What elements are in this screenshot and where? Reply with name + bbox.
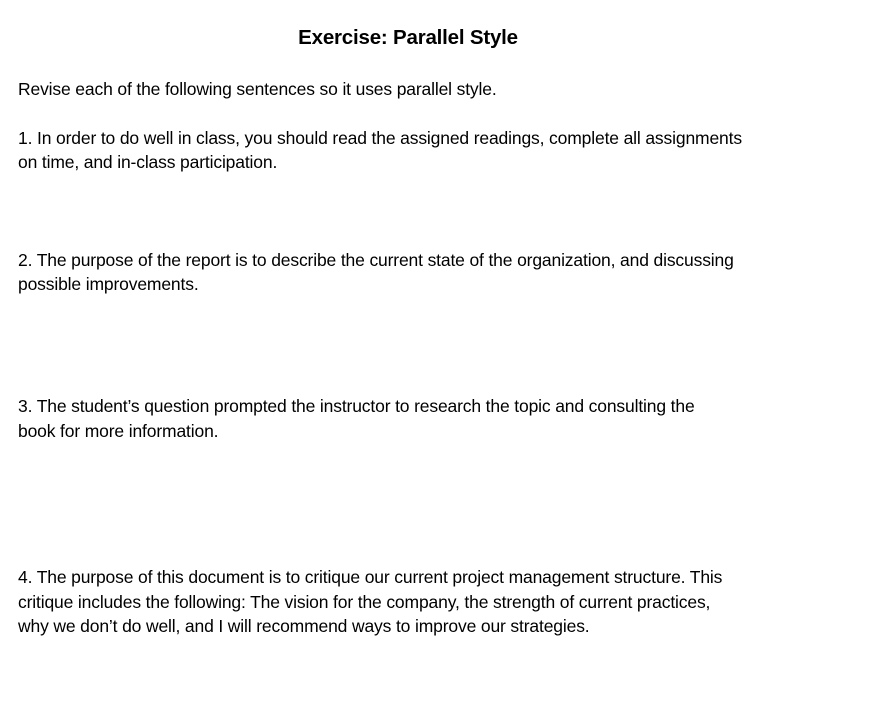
instructions-text: Revise each of the following sentences so it uses parallel style. [18,79,497,99]
item-4-line-3: why we don’t do well, and I will recommend ways to improve our strategies. [18,616,590,636]
item-2-line-2: possible improvements. [18,274,199,294]
item-3-line-2: book for more information. [18,421,219,441]
item-2-line-1: 2. The purpose of the report is to describe the current state of the organization, and discussing [18,250,734,270]
page-title: Exercise: Parallel Style [298,26,518,49]
item-1-line-1: 1. In order to do well in class, you should read the assigned readings, complete all assignments [18,128,742,148]
item-4-line-2: critique includes the following: The vision for the company, the strength of current practices, [18,592,711,612]
item-4-line-1: 4. The purpose of this document is to critique our current project management structure. This [18,567,723,587]
item-3-line-1: 3. The student’s question prompted the instructor to research the topic and consulting the [18,396,695,416]
item-1-line-2: on time, and in-class participation. [18,152,278,172]
